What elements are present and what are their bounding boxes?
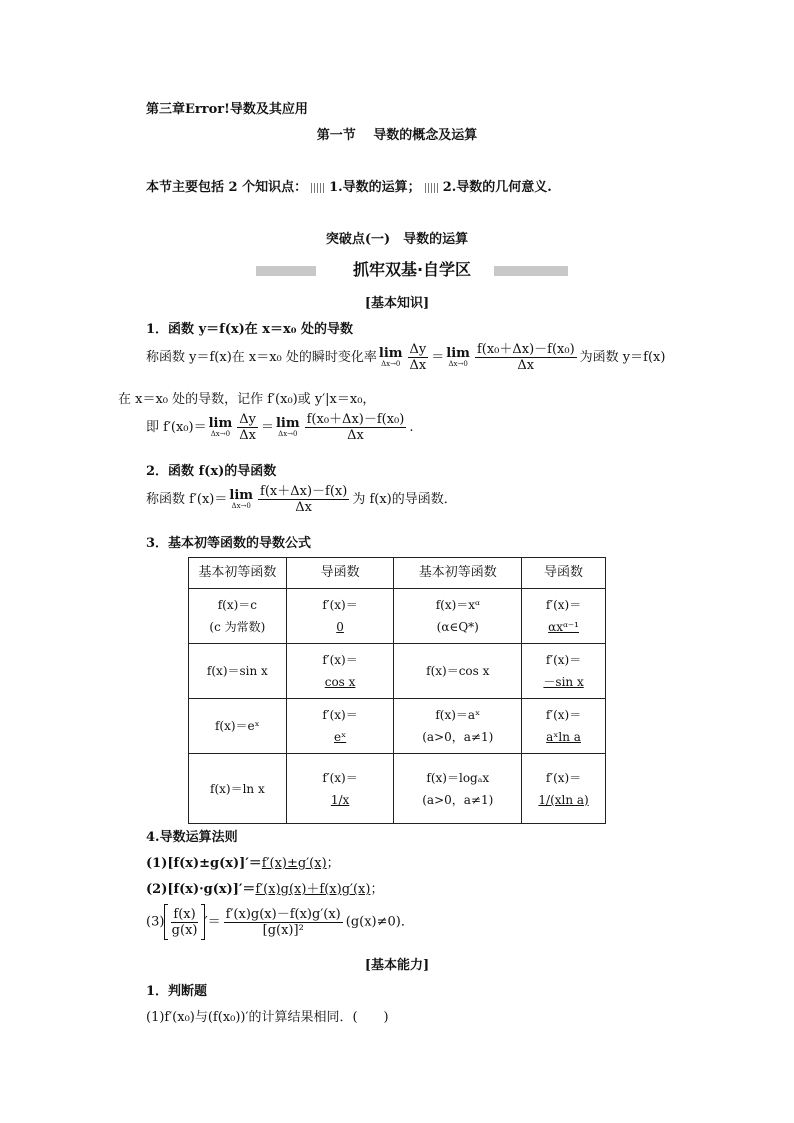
rule-quotient: (3) $\frac{f(x)}{g(x)}$ ′＝ $\frac{f'(x)g(x)-f(x)g'(x)}{\text{[g(x)]²}}$ (g(x)≠0)． — [146, 904, 414, 940]
k2-text: 称函数 f′(x)＝ — [146, 492, 228, 507]
bracket-left — [164, 904, 168, 940]
table-header: 基本初等函数 — [189, 558, 287, 589]
k1-line2: 在 x＝x₀ 处的导数，记作 f′(x₀)或 y′|x＝x₀， — [118, 392, 376, 407]
limit-symbol: lim Δx→0 — [229, 487, 254, 510]
quotient-rule-fraction: $\frac{f'(x)g(x)-f(x)g'(x)}{\text{[g(x)]²}}$ — [225, 906, 341, 938]
k1-line1 — [146, 342, 665, 373]
equals: ＝ — [260, 420, 274, 435]
k2-line — [146, 484, 457, 515]
intro-point-2: 2.导数的几何意义. — [442, 180, 552, 195]
table-cell: f(x)＝cos x — [394, 644, 522, 699]
table-cell: f′(x)＝ 1/x — [286, 754, 394, 824]
table-cell: f′(x)＝ 1/(xln a) — [522, 754, 606, 824]
difference-quotient: $\frac{\text{f(x₀＋Δx)－f(x₀)}}{\Delta x}$ — [476, 342, 575, 373]
basic-knowledge-title: [基本知识] — [364, 296, 430, 311]
fraction-dy-dx: $\frac{\Delta y}{\Delta x}$ — [239, 412, 256, 443]
derivative-table — [188, 557, 606, 824]
k2-heading: 2．函数 f(x)的导函数 — [146, 464, 277, 479]
period: . — [409, 420, 414, 435]
banner-bar-left — [256, 266, 316, 276]
table-row — [189, 644, 606, 699]
table-cell: f′(x)＝ aˣln a — [522, 699, 606, 754]
fraction-dy-dx: $\frac{\Delta y}{\Delta x}$ — [409, 342, 427, 373]
chapter-title: 第三章Error!导数及其应用 — [146, 102, 308, 117]
table-cell: f(x)＝eˣ — [189, 699, 287, 754]
table-header: 导函数 — [522, 558, 606, 589]
table-cell: f′(x)＝ －sin x — [522, 644, 606, 699]
k1-text: 称函数 y＝f(x)在 x＝x₀ 处的瞬时变化率 — [146, 350, 377, 365]
rule-product: (2)[f(x)·g(x)]′＝f′(x)g(x)＋f(x)g′(x)； — [146, 882, 384, 897]
limit-symbol: lim Δx→0 — [446, 345, 470, 368]
table-cell: f(x)＝c (c 为常数) — [189, 589, 287, 644]
table-cell: f(x)＝logₐx (a>0，a≠1) — [394, 754, 522, 824]
fraction-f-over-g: $\frac{f(x)}{g(x)}$ — [171, 906, 198, 938]
table-row — [189, 699, 606, 754]
icon-glyph — [425, 183, 439, 193]
table-cell: f′(x)＝ αxᵅ⁻¹ — [522, 589, 606, 644]
intro-text: 本节主要包括 2 个知识点： — [146, 180, 308, 195]
section-banner — [256, 259, 568, 281]
table-cell: f(x)＝xᵅ (α∈Q*) — [394, 589, 522, 644]
banner-bar-right — [494, 266, 568, 276]
part-title: 突破点(一) 导数的运算 — [325, 232, 469, 247]
section-title: 第一节 导数的概念及运算 — [316, 128, 478, 143]
question-heading: 1．判断题 — [146, 984, 208, 999]
difference-quotient: $\frac{\text{f(x₀＋Δx)－f(x₀)}}{\Delta x}$ — [306, 412, 405, 443]
k3-heading: 3．基本初等函数的导数公式 — [146, 536, 312, 551]
k4-heading: 4.导数运算法则 — [146, 830, 238, 845]
k2-text-end: 为 f(x)的导函数． — [352, 492, 457, 507]
limit-symbol: lim Δx→0 — [208, 415, 233, 438]
section-intro — [146, 176, 552, 195]
k1-heading: 1．函数 y＝f(x)在 x＝x₀ 处的导数 — [146, 322, 354, 337]
table-cell: f′(x)＝ 0 — [286, 589, 394, 644]
limit-symbol: lim Δx→0 — [378, 345, 403, 368]
rule-sum: (1)[f(x)±g(x)]′＝f′(x)±g′(x)； — [146, 856, 340, 871]
limit-symbol: lim Δx→0 — [275, 415, 300, 438]
icon-glyph — [311, 183, 325, 193]
table-row — [189, 754, 606, 824]
table-cell: f′(x)＝ eˣ — [286, 699, 394, 754]
k1-text-end: 为函数 y＝f(x) — [579, 350, 666, 365]
k1-text: 即 f′(x₀)＝ — [146, 420, 207, 435]
banner-title: 抓牢双基·自学区 — [352, 260, 472, 279]
question-1: (1)f′(x₀)与(f(x₀))′的计算结果相同．( ) — [146, 1010, 389, 1025]
basic-ability-title: [基本能力] — [364, 958, 430, 973]
table-header: 基本初等函数 — [394, 558, 522, 589]
table-cell: f(x)＝ln x — [189, 754, 287, 824]
equals: ＝ — [431, 350, 445, 365]
table-row — [189, 589, 606, 644]
difference-quotient: $\frac{f(x+\Delta x)-f(x)}{\Delta x}$ — [260, 484, 348, 515]
table-cell: f(x)＝sin x — [189, 644, 287, 699]
intro-point-1: 1.导数的运算； — [329, 180, 421, 195]
table-cell: f(x)＝aˣ (a>0，a≠1) — [394, 699, 522, 754]
table-header: 导函数 — [286, 558, 394, 589]
k1-line3 — [146, 412, 413, 443]
table-cell: f′(x)＝ cos x — [286, 644, 394, 699]
